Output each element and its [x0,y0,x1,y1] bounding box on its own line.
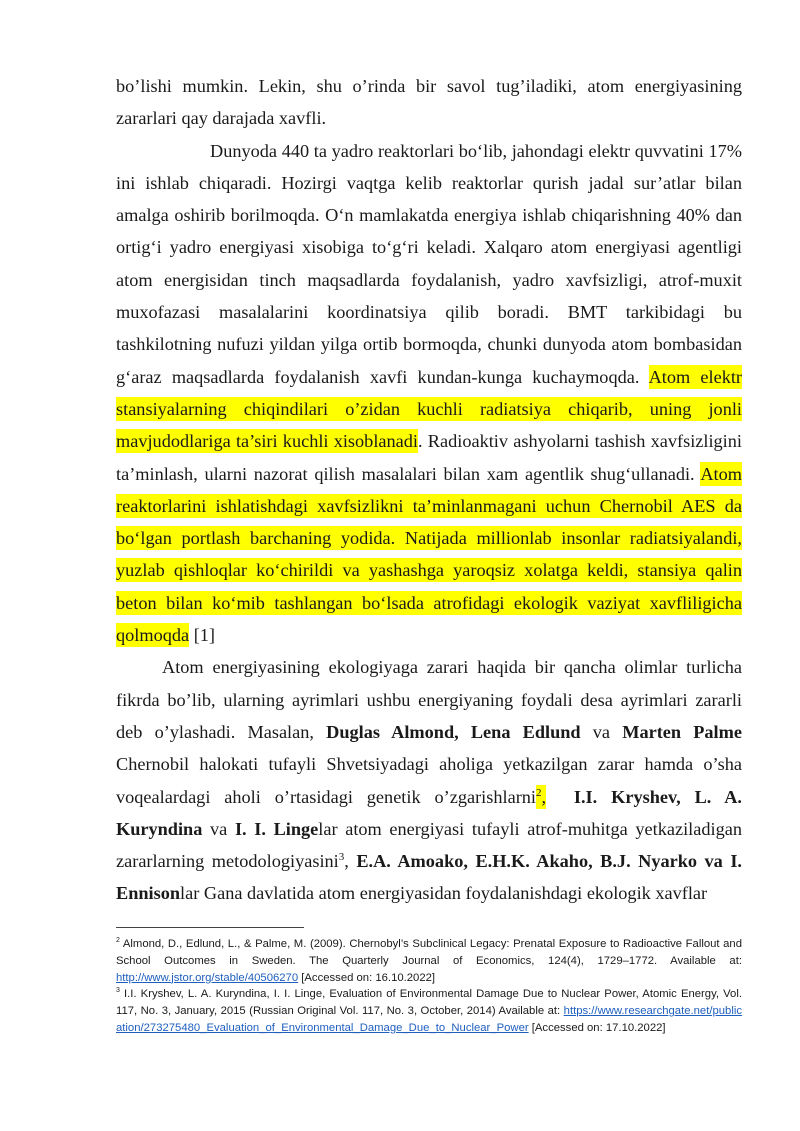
author-almond-edlund: Duglas Almond, Lena Edlund [326,721,581,742]
paragraph-3-text-f: lar atom energiyasi tufayli atrof-muhitga yetkaziladigan zararlarning metodologiyasini [116,818,742,872]
paragraph-3 [116,651,742,909]
footnote-mark-2-highlight [536,785,546,809]
paragraph-1: bo’lishi mumkin. Lekin, shu o’rinda bir savol tug’iladiki, atom energiyasining zararlari qay darajada xavfli. [116,76,742,129]
author-kryshev-kuryndina: I.I. Kryshev, L. A. Kuryndina [116,786,743,839]
highlight-2: Atom reaktorlarini ishlatishdagi xavfsizlikni ta’minlanmagani uchun Chernobil AES da bo‘lgan portlash barchaning yodida. Natijada millionlab insonlar radiatsiyalandi, yuzlab qishloqlar ko‘chirildi va yashashga yaroqsiz xolatga keldi, stansiya qalin beton bilan ko‘mib tashlangan bo‘lsada atrofidagi ekologik vaziyat xavfliligicha qolmoqda [116,463,742,646]
body-text [116,70,742,910]
footnote-number: 3 [116,987,120,995]
footnote-3 [116,986,742,1036]
paragraph-3-text-e: va [202,818,235,839]
footnote-ref-2[interactable]: 2 [536,786,542,799]
footnote-accessed: [Accessed on: 16.10.2022] [298,971,436,984]
author-amoako-et-al: E.A. Amoako, E.H.K. Akaho, B.J. Nyarko va I. Ennison [116,851,743,904]
footnote-text: I.I. Kryshev, L. A. Kuryndina, I. I. Linge, Evaluation of Environmental Damage Due to Nuclear Power, Atomic Energy, Vol. 117, No. 3, January, 2015 (Russian Original Vol. 117, No. 3, October, 2014) Available at: [116,988,742,1018]
footnote-number: 2 [116,937,120,945]
paragraph-2 [116,135,742,652]
paragraph-2-mid: . Radioaktiv ashyolarni tashish xavfsizligini ta’minlash, ularni nazorat qilish masalalari bilan xam agentlik shug‘ullanadi. [116,431,742,484]
footnote-2 [116,936,742,986]
comma-highlight: , [541,786,547,807]
footnotes [116,936,742,1037]
paragraph-2-text: Dunyoda 440 ta yadro reaktorlari bo‘lib, jahondagi elektr quvvatini 17% ini ishlab chiqaradi. Hozirgi vaqtga kelib reaktorlar qurish jadal sur’atlar bilan amalga oshirib borilmoqda. O‘n mamlakatda energiya ishlab chiqarishning 40% dan ortig‘i yadro energiyasi xisobiga to‘g‘ri keladi. Xalqaro atom energiyasi agentligi atom energisidan tinch maqsadlarda foydalanish, yadro xavfsizligi, atrof-muxit muxofazasi masalalarini koordinatsiya qilib boradi. BMT tarkibidagi bu tashkilotning nufuzi yildan yilga ortib bormoqda, chunki dunyoda atom bombasidan g‘araz maqsadlarda foydalanish xavfi kundan-kunga kuchaymoqda. [116,140,742,387]
highlight-1: Atom elektr stansiyalarning chiqindilari o’zidan kuchli radiatsiya chiqarib, uning jonli mavjudodlariga ta’siri kuchli xisoblanadi [116,366,742,452]
citation-ref: [1] [189,625,216,646]
footnote-ref-3[interactable]: 3 [338,851,345,864]
paragraph-3-text-a: Atom energiyasining ekologiyaga zarari haqida bir qancha olimlar turlicha fikrda bo’lib, ularning ayrimlari ushbu energiyaning foydali desa ayrimlari zararli deb o’ylashadi. Masalan, [116,657,742,742]
paragraph-3-text-g: , [344,851,357,872]
footnote-link[interactable]: https://www.researchgate.net/publication/273275480_Evaluation_of_Environmental_Damage_Due_to_Nuclear_Power [116,1005,742,1034]
footnote-accessed: [Accessed on: 17.10.2022] [528,1021,666,1034]
author-linge: I. I. Linge [234,818,319,839]
footnote-text: Almond, D., Edlund, L., & Palme, M. (2009). Chernobyl’s Subclinical Legacy: Prenatal Exposure to Radioactive Fallout and School Outcomes in Sweden. The Quarterly Journal of Economics, 124(4), 1729–1772. Available at: [116,938,742,967]
paragraph-3-text-d [546,787,574,807]
author-palme: Marten Palme [622,721,742,742]
paragraph-3-text-b: va [580,721,623,742]
footnote-divider [116,927,304,928]
paragraph-3-text-h: lar Gana davlatida atom energiyasidan foydalanishdagi ekologik xavflar [180,883,708,904]
footnote-link[interactable]: http://www.jstor.org/stable/40506270 [116,971,299,984]
paragraph-3-text-c: Chernobil halokati tufayli Shvetsiyadagi aholiga yetkazilgan zarar hamda o’sha voqealardagi aholi o’rtasidagi genetik o’zgarishlarni [116,754,742,807]
